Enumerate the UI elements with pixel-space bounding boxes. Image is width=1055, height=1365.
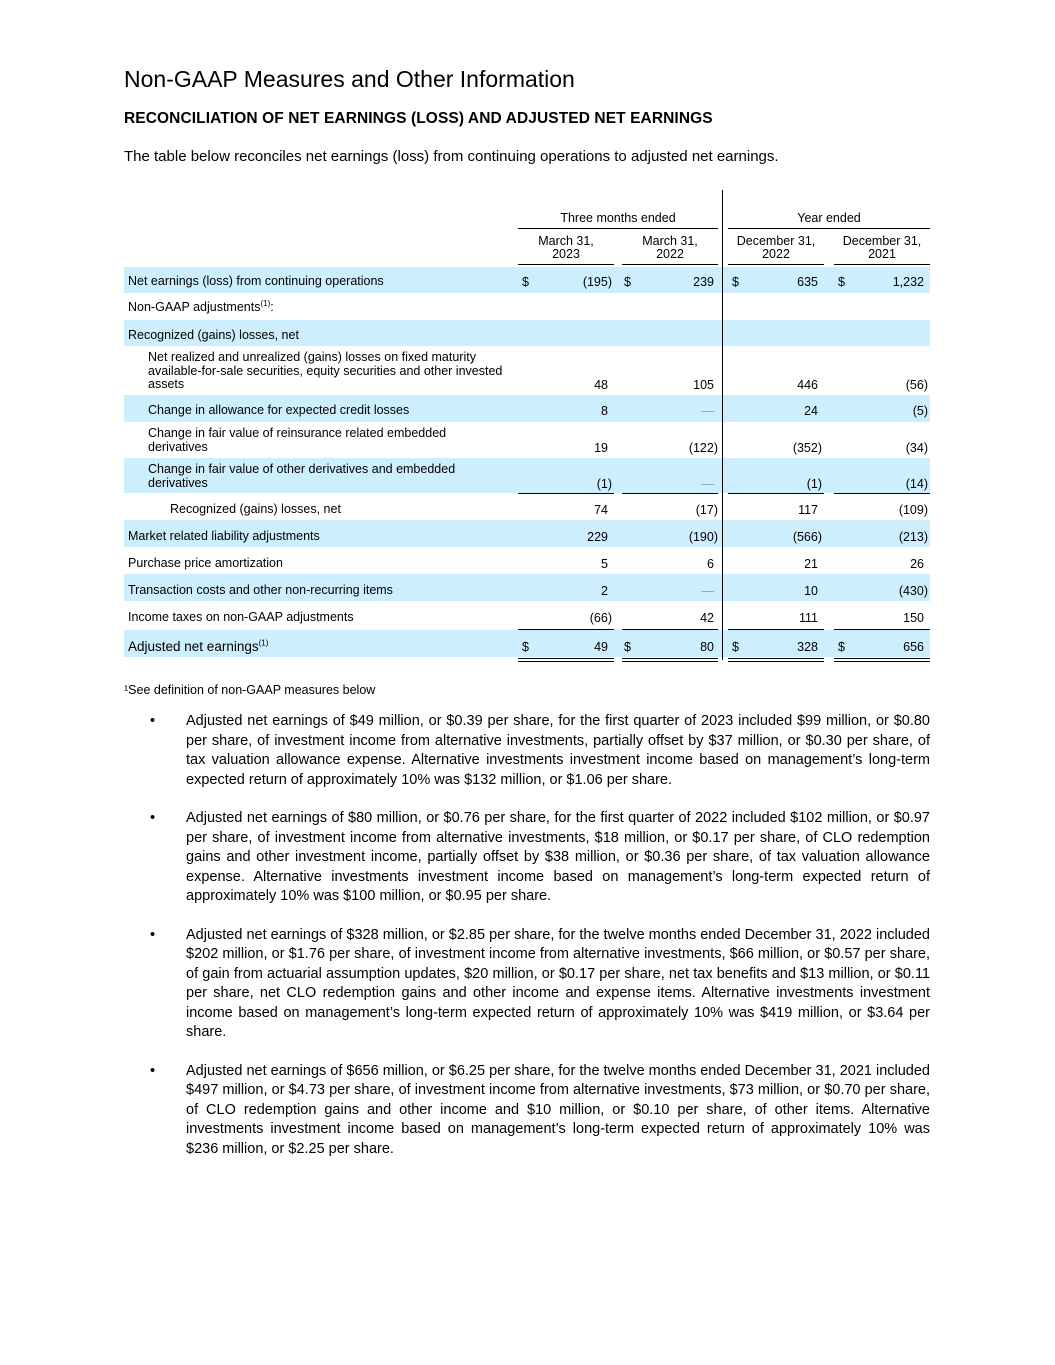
- row-label: Purchase price amortization: [128, 556, 283, 570]
- cell-value: (17): [695, 503, 718, 517]
- row-label: Recognized (gains) losses, net: [170, 502, 341, 516]
- col-header-dec-2022: December 31, 2022: [728, 235, 824, 265]
- dollar-sign: $: [732, 275, 739, 289]
- row-label: Market related liability adjustments: [128, 529, 320, 543]
- dollar-sign: $: [522, 275, 529, 289]
- row-label: Change in fair value of other derivatives and embedded derivatives: [148, 462, 456, 490]
- cell-value: (190): [688, 530, 718, 544]
- cell-value: (14): [905, 477, 928, 491]
- table-row-income-taxes: [124, 601, 930, 629]
- cell-value: 74: [594, 503, 608, 517]
- table-row-recognized-total: [124, 494, 930, 520]
- row-label: Income taxes on non-GAAP adjustments: [128, 610, 354, 624]
- cell-value-dash: —: [701, 584, 714, 598]
- cell-value: 328: [797, 640, 818, 654]
- table-row-nongaap-header: [124, 293, 930, 320]
- cell-value: 117: [798, 503, 818, 517]
- row-label: Change in fair value of reinsurance related embedded derivatives: [148, 426, 447, 454]
- cell-value: 10: [804, 584, 818, 598]
- page-title: Non-GAAP Measures and Other Information: [124, 66, 575, 92]
- table-row-transaction-costs: [124, 574, 930, 601]
- cell-value-dash: —: [701, 477, 714, 491]
- header-year-ended: Year ended: [728, 211, 930, 229]
- row-label: Non-GAAP adjustments$^{(1)}$:: [128, 298, 274, 314]
- table-row-recognized-header: [124, 320, 930, 346]
- cell-value: (213): [898, 530, 928, 544]
- table-row-credit-allowance: [124, 395, 930, 422]
- double-total-rule: [622, 658, 718, 662]
- list-item: [150, 1062, 930, 1160]
- cell-value: 19: [594, 441, 608, 455]
- intro-paragraph: The table below reconciles net earnings (loss) from continuing operations to adjusted net earnings.: [124, 148, 779, 165]
- bullet-icon: •: [150, 713, 156, 729]
- list-item: [150, 712, 930, 790]
- cell-value-dash: —: [701, 404, 714, 418]
- table-row-adjusted-net-earnings: [124, 630, 930, 657]
- table-footnote: ¹See definition of non-GAAP measures below: [124, 683, 376, 697]
- bullet-icon: •: [150, 1062, 156, 1079]
- cell-value: (195): [582, 275, 612, 289]
- section-subtitle: RECONCILIATION OF NET EARNINGS (LOSS) AND ADJUSTED NET EARNINGS: [124, 110, 713, 127]
- bullet-text: Adjusted net earnings of $80 million, or $0.76 per share, for the first quarter of 2022 included $102 million, or $0.97 per share, of investment income from alternative investments, $18 million, or $0.17 per share, of CLO redemption gains and other investment income, partially offset by $38 million, or $0.36 per share, of tax valuation allowance expense. Alternative investments investment income based on management’s long-term expected return of approximately 10% was $100 million, or $0.95 per share.: [186, 810, 930, 904]
- bullet-icon: •: [150, 926, 156, 943]
- cell-value: 150: [903, 611, 924, 625]
- bullet-list: [150, 712, 930, 1178]
- cell-value: 42: [700, 611, 714, 625]
- table-row-market-related: [124, 520, 930, 547]
- dollar-sign: $: [732, 640, 739, 654]
- cell-value: 49: [594, 640, 608, 654]
- cell-value: (66): [589, 611, 612, 625]
- cell-value: 48: [594, 378, 608, 392]
- double-total-rule: [834, 658, 930, 662]
- cell-value: (1): [596, 477, 612, 491]
- cell-value: 635: [797, 275, 818, 289]
- double-total-rule: [518, 658, 614, 662]
- col-header-mar-2023: March 31, 2023: [518, 235, 614, 265]
- cell-value: 111: [798, 611, 818, 625]
- cell-value: (122): [688, 441, 718, 455]
- cell-value: 1,232: [892, 275, 924, 289]
- row-label: Change in allowance for expected credit losses: [148, 403, 410, 417]
- dollar-sign: $: [838, 275, 845, 289]
- double-total-rule: [728, 658, 824, 662]
- cell-value: (56): [905, 378, 928, 392]
- table-row-reinsurance: [124, 422, 930, 458]
- cell-value: (430): [898, 584, 928, 598]
- cell-value: 656: [903, 640, 924, 654]
- dollar-sign: $: [838, 640, 845, 654]
- cell-value: 80: [700, 640, 714, 654]
- column-divider: [722, 190, 723, 660]
- list-item: [150, 926, 930, 1043]
- col-header-dec-2021: December 31, 2021: [834, 235, 930, 265]
- row-label: Recognized (gains) losses, net: [128, 328, 299, 342]
- cell-value: (109): [898, 503, 928, 517]
- cell-value: 446: [797, 378, 818, 392]
- cell-value: 21: [804, 557, 818, 571]
- dollar-sign: $: [624, 640, 631, 654]
- cell-value: 2: [601, 584, 608, 598]
- table-row-net-realized: [124, 346, 930, 395]
- table-row-purchase-price: [124, 547, 930, 574]
- row-label: Transaction costs and other non-recurring items: [128, 583, 393, 597]
- cell-value: 229: [587, 530, 608, 544]
- header-three-months: Three months ended: [518, 211, 718, 229]
- col-header-mar-2022: March 31, 2022: [622, 235, 718, 265]
- cell-value: 105: [693, 378, 714, 392]
- cell-value: 8: [601, 404, 608, 418]
- cell-value: 5: [601, 557, 608, 571]
- cell-value: (352): [792, 441, 822, 455]
- cell-value: 6: [707, 557, 714, 571]
- cell-value: (566): [792, 530, 822, 544]
- cell-value: (34): [905, 441, 928, 455]
- list-item: [150, 809, 930, 907]
- bullet-text: Adjusted net earnings of $656 million, or $6.25 per share, for the twelve months ended December 31, 2021 included $497 million, or $4.73 per share, of investment income from alternative investments, $73 million, or $0.70 per share, of CLO redemption gains and other income and $10 million, or $0.10 per share, of other items. Alternative investments investment income based on management’s long-term expected return of approximately 10% was $236 million, or $2.25 per share.: [186, 1062, 930, 1157]
- cell-value: (5): [912, 404, 928, 418]
- row-label: Net earnings (loss) from continuing operations: [128, 274, 384, 288]
- cell-value: (1): [806, 477, 822, 491]
- bullet-icon: •: [150, 810, 156, 826]
- dollar-sign: $: [522, 640, 529, 654]
- dollar-sign: $: [624, 275, 631, 289]
- cell-value: 26: [910, 557, 924, 571]
- row-label: Net realized and unrealized (gains) losses on fixed maturity available-for-sale securities, equity securities and other invested assets: [148, 350, 503, 391]
- table-row-other-derivatives: [124, 458, 930, 493]
- bullet-text: Adjusted net earnings of $49 million, or $0.39 per share, for the first quarter of 2023 included $99 million, or $0.80 per share, of investment income from alternative investments, partially offset by $37 million, or $0.30 per share, of tax valuation allowance expense. Alternative investments investment income based on management’s long-term expected return of approximately 10% was $132 million, or $1.06 per share.: [186, 713, 930, 788]
- row-label: Adjusted net earnings$^{(1)}$: [128, 638, 269, 654]
- table-row-net-earnings: [124, 267, 930, 293]
- cell-value: 24: [804, 404, 818, 418]
- bullet-text: Adjusted net earnings of $328 million, or $2.85 per share, for the twelve months ended December 31, 2022 included $202 million, or $1.76 per share, of investment income from alternative investments, $66 million, or $0.57 per share, of gain from actuarial assumption updates, $20 million, or $0.17 per share, net tax benefits and $13 million, or $0.11 per share, net CLO redemption gains and other income and expense items. Alternative investments investment income based on management’s long-term expected return of approximately 10% was $419 million, or $3.64 per share.: [186, 926, 930, 1040]
- cell-value: 239: [693, 275, 714, 289]
